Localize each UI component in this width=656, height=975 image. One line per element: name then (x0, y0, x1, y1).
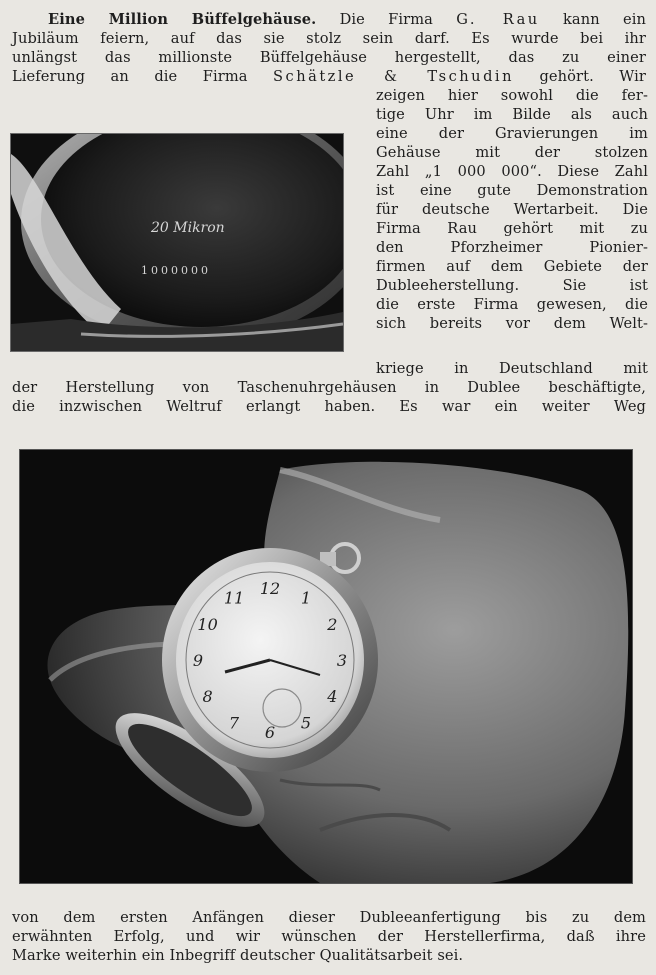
dial-numeral: 9 (192, 651, 204, 670)
firm-name-rau: G. Rau (456, 11, 540, 28)
dial-numeral: 12 (259, 579, 281, 598)
pocket-watch-graphic (20, 450, 632, 883)
article-line: Lieferung an die Firma Schätzle & Tschudin gehört. Wir (12, 68, 646, 85)
dial-numeral: 5 (300, 713, 312, 733)
pocket-watch-photo (19, 449, 633, 884)
engraving-number: 1000000 (141, 264, 211, 277)
firm-name-schaetzle: Schätzle & Tschudin (273, 68, 514, 85)
article-line: der Herstellung von Taschenuhrgehäusen in Dublee beschäftigte, (12, 379, 646, 396)
article-line: Firma Rau gehört mit zu (376, 220, 648, 237)
article-line: die inzwischen Weltruf erlangt haben. Es war ein weiter Weg (12, 398, 646, 415)
dial-numeral: 2 (327, 615, 338, 634)
article-line: von dem ersten Anfängen dieser Dubleeanfertigung bis zu dem (12, 909, 646, 926)
dial-numeral: 1 (300, 588, 312, 608)
article-first-line: Eine Million Büffelgehäuse. Die Firma G. Rau kann ein (48, 11, 646, 28)
article-line: zeigen hier sowohl die fer- (376, 87, 648, 104)
dial-numeral: 7 (228, 713, 240, 733)
article-line: erwähnten Erfolg, und wir wünschen der Herstellerfirma, daß ihre (12, 928, 646, 945)
article-line: sich bereits vor dem Welt- (376, 315, 648, 332)
article-line: unlängst das millionste Büffelgehäuse hergestellt, das zu einer (12, 49, 646, 66)
article-line: tige Uhr im Bilde als auch (376, 106, 648, 123)
article-line: Marke weiterhin ein Inbegriff deutscher Qualitätsarbeit sei. (12, 947, 464, 964)
article-line: die erste Firma gewesen, die (376, 296, 648, 313)
article-line: Dubleeherstellung. Sie ist (376, 277, 648, 294)
article-line: ist eine gute Demonstration (376, 182, 648, 199)
article-line: Zahl „1 000 000“. Diese Zahl (376, 163, 648, 180)
article-line: Gehäuse mit der stolzen (376, 144, 648, 161)
article-line: für deutsche Wertarbeit. Die (376, 201, 648, 218)
engraving-photo (10, 133, 344, 352)
article-title: Eine Million Büffelgehäuse. (48, 11, 317, 28)
article-line: eine der Gravierungen im (376, 125, 648, 142)
article-line: Jubiläum feiern, auf das sie stolz sein darf. Es wurde bei ihr (12, 30, 646, 47)
article-line: den Pforzheimer Pionier- (376, 239, 648, 256)
engraving-text: 20 Mikron (151, 220, 225, 236)
dial-numeral: 8 (202, 687, 213, 706)
dial-numeral: 4 (327, 687, 338, 706)
article-line: kriege in Deutschland mit (376, 360, 648, 377)
dial-numeral: 3 (336, 651, 348, 670)
dial-numeral: 6 (264, 723, 276, 742)
dial-numeral: 10 (197, 615, 218, 634)
engraving-photo-graphic (11, 134, 343, 351)
article-line: firmen auf dem Gebiete der (376, 258, 648, 275)
dial-numeral: 11 (223, 588, 245, 608)
